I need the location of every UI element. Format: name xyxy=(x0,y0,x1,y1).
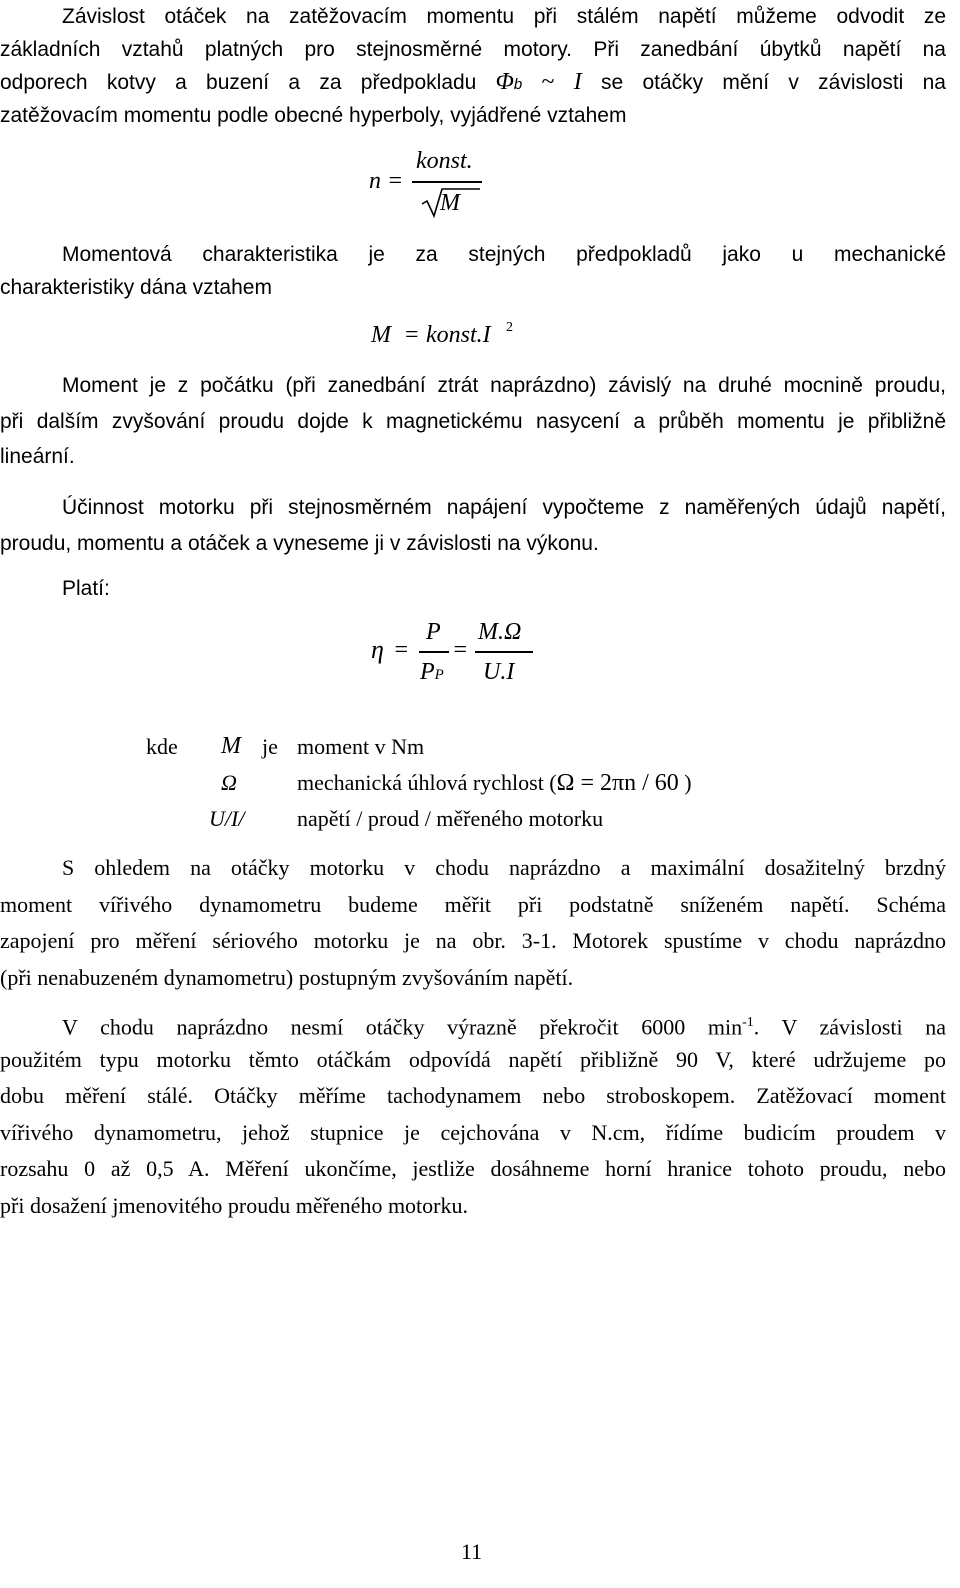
paragraph-moment-description xyxy=(0,369,946,473)
text-line: proudu, momentu a otáček a vyneseme ji v závislosti na výkonu. xyxy=(0,532,599,555)
paragraph-speed-limit xyxy=(0,1005,946,1224)
legend-symbol-UI: U/I/ xyxy=(209,806,245,831)
text-line: Závislost otáček na zatěžovacím momentu při stálém napětí můžeme odvodit ze xyxy=(62,5,946,28)
text-line: Momentová charakteristika je za stejných předpokladů jako u mechanické xyxy=(62,243,946,266)
paragraph-efficiency xyxy=(0,491,946,560)
legend-label: kde xyxy=(146,734,178,759)
eq3-equals-a: = xyxy=(393,637,410,663)
text-line: základních vztahů platných pro stejnosměrné motory. Při zanedbání úbytků napětí na xyxy=(0,38,946,61)
legend-je: je xyxy=(262,734,278,759)
eq3-den2: U.I xyxy=(483,659,515,685)
eq3-den1: PP xyxy=(420,659,444,685)
eq2-exponent: 2 xyxy=(506,320,513,335)
text-line: při dalším zvyšování proudu dojde k magnetickému nasycení a průběh momentu je přibližně xyxy=(0,409,946,433)
eq3-num1: P xyxy=(426,619,441,645)
legend-symbol-omega: Ω xyxy=(221,770,237,795)
legend-desc-omega: mechanická úhlová rychlost (Ω = 2πn / 60 ) xyxy=(297,770,692,796)
eq3-num2: M.Ω xyxy=(478,619,522,645)
text-line: moment vířivého dynamometru budeme měřit při podstatně sníženém napětí. Schéma xyxy=(0,891,946,917)
eq3-eta: η xyxy=(371,635,384,664)
text-line: při dosažení jmenovitého proudu měřeného motorku. xyxy=(0,1192,468,1218)
legend-desc-UI: napětí / proud / měřeného motorku xyxy=(297,806,604,831)
eq1-denominator: M xyxy=(440,190,460,216)
current-symbol: I xyxy=(573,69,582,95)
eq1-fraction-bar xyxy=(412,181,482,183)
text-line: použitém typu motorku těmto otáčkám odpovídá napětí přibližně 90 V, které udržujeme po xyxy=(0,1046,946,1072)
text-line: charakteristiky dána vztahem xyxy=(0,276,272,299)
eq2-rhs: konst.I xyxy=(426,322,491,348)
eq1-lhs: n = xyxy=(369,168,404,194)
eq1-numerator: konst. xyxy=(416,148,473,174)
paragraph-plati xyxy=(0,572,946,605)
paragraph-speed-dependence xyxy=(0,0,946,132)
legend-desc-M: moment v Nm xyxy=(297,734,425,759)
text-line: S ohledem na otáčky motorku v chodu naprázdno a maximální dosažitelný brzdný xyxy=(62,855,946,880)
text-line-with-symbols: odporech kotvy a buzení a za předpokladu Φb ~ I se otáčky mění v závislosti na xyxy=(0,69,946,95)
page-number: 11 xyxy=(461,1539,483,1564)
paragraph-measurement-setup xyxy=(0,850,946,996)
eq2-equals: = xyxy=(405,322,419,348)
text-line: rozsahu 0 až 0,5 A. Měření ukončíme, jestliže dosáhneme horní hranice tohoto proudu, nebo xyxy=(0,1156,946,1181)
phi-subscript: b xyxy=(513,76,523,93)
text-line-with-superscript: V chodu naprázdno nesmí otáčky výrazně překročit 6000 $\min^{-1}$. V závislosti na xyxy=(62,1014,946,1040)
eq3-fraction-bar-1 xyxy=(419,651,449,653)
text-line: lineární. xyxy=(0,445,75,468)
text-line: Platí: xyxy=(62,577,110,600)
text-line: (při nenabuzeném dynamometru) postupným zvyšováním napětí. xyxy=(0,964,574,990)
eq2-lhs: M xyxy=(371,322,391,348)
eq3-fraction-bar-2 xyxy=(475,651,533,653)
text-line: dobu měření stálé. Otáčky měříme tachodynamem nebo stroboskopem. Zatěžovací moment xyxy=(0,1083,946,1108)
text-line: zapojení pro měření sériového motorku je na obr. 3-1. Motorek spustíme v chodu naprázdno xyxy=(0,928,946,953)
text-line: zatěžovacím momentu podle obecné hyperboly, vyjádřené vztahem xyxy=(0,104,627,127)
legend-symbol-M: M xyxy=(221,733,241,759)
text-line: Účinnost motorku při stejnosměrném napájení vypočteme z naměřených údajů napětí, xyxy=(62,496,946,519)
text-line: Moment je z počátku (při zanedbání ztrát naprázdno) závislý na druhé mocnině proudu, xyxy=(62,374,946,397)
text-line: vířivého dynamometru, jehož stupnice je cejchována v N.cm, řídíme budicím proudem v xyxy=(0,1119,946,1145)
paragraph-torque-characteristic xyxy=(0,238,946,304)
phi-symbol: Φ xyxy=(495,69,514,95)
eq3-equals-b: = xyxy=(452,637,469,663)
proportional-tilde: ~ xyxy=(541,69,555,95)
